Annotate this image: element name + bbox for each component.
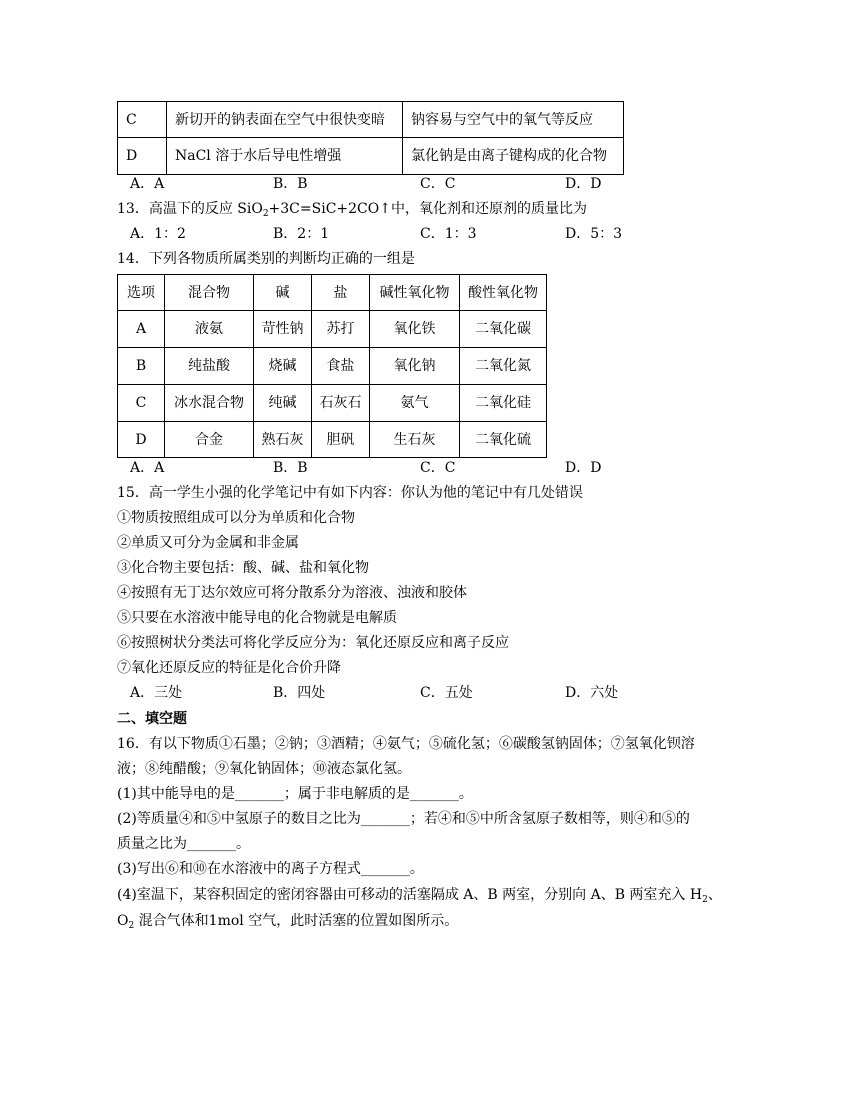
option-c: C．五处 — [420, 685, 473, 701]
question-16-part-4: (4)室温下，某容积固定的密闭容器由可移动的活塞隔成 A、B 两室，分别向 A、B 两室充入 $H_2$、 — [117, 887, 722, 905]
question-14-stem: 14．下列各物质所属类别的判断均正确的一组是 — [117, 251, 415, 267]
table-cell: 烧碱 — [254, 348, 312, 385]
note-item: ⑦氧化还原反应的特征是化合价升降 — [117, 660, 341, 676]
option-a: A．三处 — [130, 685, 183, 701]
table-cell: 氯化钠是由离子键构成的化合物 — [403, 138, 624, 175]
note-item: ①物质按照组成可以分为单质和化合物 — [117, 510, 355, 526]
section-heading: 二、填空题 — [117, 711, 187, 727]
option-c: C．C — [420, 176, 456, 192]
table-cell: 新切开的钠表面在空气中很快变暗 — [167, 102, 403, 138]
table-cell: 二氧化氮 — [460, 348, 547, 385]
note-item: ③化合物主要包括：酸、碱、盐和氧化物 — [117, 560, 369, 576]
table-cell: 氧化钠 — [370, 348, 460, 385]
question-16-stem: 16．有以下物质①石墨；②钠；③酒精；④氨气；⑤硫化氢；⑥碳酸氢钠固体；⑦氢氧化钡溶 — [117, 736, 695, 752]
question-15-stem: 15．高一学生小强的化学笔记中有如下内容：你认为他的笔记中有几处错误 — [117, 485, 583, 501]
table-row — [118, 311, 547, 348]
table-header-cell: 碱性氧化物 — [370, 275, 460, 311]
question-16-part-3: (3)写出⑥和⑩在水溶液中的离子方程式_______。 — [117, 861, 424, 877]
question-13-stem: 13．高温下的反应 SiO$_2$+3C=SiC+2CO↑中，氧化剂和还原剂的质量比为 — [117, 201, 587, 219]
table-cell: 二氧化硅 — [460, 385, 547, 422]
table-cell: NaCl 溶于水后导电性增强 — [167, 138, 403, 175]
question-16-part-4-cont: $O_2$ 混合气体和1mol 空气，此时活塞的位置如图所示。 — [117, 913, 459, 931]
table-header-cell: 酸性氧化物 — [460, 275, 547, 311]
table-row — [118, 348, 547, 385]
table-cell: 食盐 — [312, 348, 370, 385]
table-cell: D — [118, 422, 165, 458]
table-cell: 钠容易与空气中的氧气等反应 — [403, 102, 624, 138]
option-d: D．D — [565, 176, 602, 192]
option-d: D．5：3 — [565, 226, 623, 242]
question-16-part-2: (2)等质量④和⑤中氢原子的数目之比为_______；若④和⑤中所含氢原子数相等，则④和⑤的 — [117, 811, 690, 827]
question-16-part-1: (1)其中能导电的是_______；属于非电解质的是_______。 — [117, 786, 473, 802]
option-b: B．四处 — [273, 685, 326, 701]
table-cell: 冰水混合物 — [165, 385, 254, 422]
table-row — [118, 385, 547, 422]
option-d: D．六处 — [565, 685, 619, 701]
option-b: B．2：1 — [273, 226, 330, 242]
answer-table-continued — [117, 101, 624, 175]
table-cell: 二氧化硫 — [460, 422, 547, 458]
option-c: C．C — [420, 460, 456, 476]
note-item: ⑥按照树状分类法可将化学反应分为：氧化还原反应和离子反应 — [117, 635, 509, 651]
classification-table — [117, 274, 547, 458]
note-item: ④按照有无丁达尔效应可将分散系分为溶液、浊液和胶体 — [117, 585, 467, 601]
table-cell: 氨气 — [370, 385, 460, 422]
option-c: C．1：3 — [420, 226, 477, 242]
option-b: B．B — [273, 460, 308, 476]
option-a: A．A — [130, 460, 165, 476]
table-header-cell: 碱 — [254, 275, 312, 311]
note-item: ⑤只要在水溶液中能导电的化合物就是电解质 — [117, 610, 397, 626]
table-cell: 合金 — [165, 422, 254, 458]
option-b: B．B — [273, 176, 308, 192]
table-cell: C — [118, 102, 167, 138]
table-cell: C — [118, 385, 165, 422]
table-cell: 熟石灰 — [254, 422, 312, 458]
table-header-cell: 选项 — [118, 275, 165, 311]
table-cell: B — [118, 348, 165, 385]
table-cell: 胆矾 — [312, 422, 370, 458]
option-a: A．1：2 — [130, 226, 186, 242]
table-cell: 二氧化碳 — [460, 311, 547, 348]
table-cell: 石灰石 — [312, 385, 370, 422]
table-cell: A — [118, 311, 165, 348]
table-cell: 生石灰 — [370, 422, 460, 458]
option-d: D．D — [565, 460, 602, 476]
table-cell: 纯盐酸 — [165, 348, 254, 385]
table-cell: 苛性钠 — [254, 311, 312, 348]
table-cell: 纯碱 — [254, 385, 312, 422]
table-cell: 苏打 — [312, 311, 370, 348]
note-item: ②单质又可分为金属和非金属 — [117, 535, 299, 551]
table-header-cell: 盐 — [312, 275, 370, 311]
table-row — [118, 422, 547, 458]
table-header-cell: 混合物 — [165, 275, 254, 311]
question-16-part-2-cont: 质量之比为_______。 — [117, 836, 250, 852]
question-16-stem-cont: 液；⑧纯醋酸；⑨氧化钠固体；⑩液态氯化氢。 — [117, 761, 411, 777]
table-cell: D — [118, 138, 167, 175]
table-cell: 氧化铁 — [370, 311, 460, 348]
option-a: A．A — [130, 176, 165, 192]
table-cell: 液氨 — [165, 311, 254, 348]
